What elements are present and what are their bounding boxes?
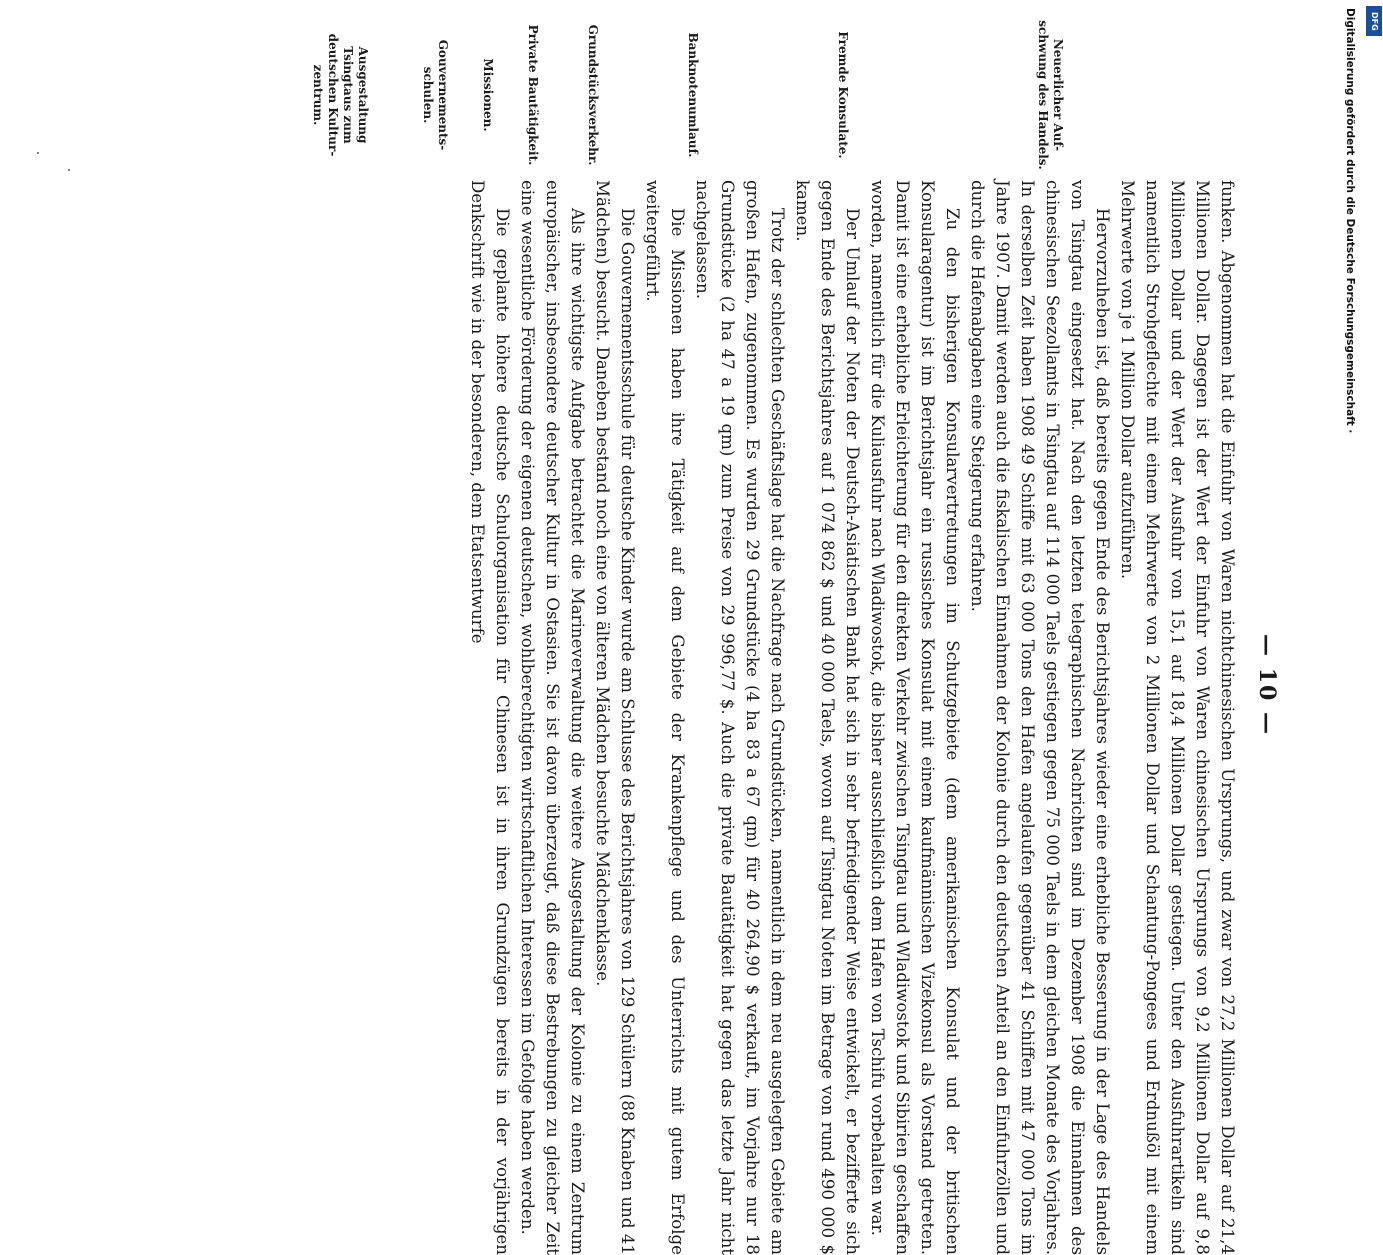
paragraph-handel: [1115, 180, 1240, 1255]
margin-note-missionen: Missionen.: [481, 58, 495, 132]
paragraph: Die Gouvernementsschule für deutsche Kinder wurde am Schlusse des Berichtsjahres von 129 Schülern (88 Knaben und 41 Mädchen) besucht. Daneben bestand noch eine von älteren Mädchen besuchte Mädchenklasse.: [593, 180, 637, 1255]
margin-note-aufschwung: Neuerlicher Auf-schwung des Handels.: [1036, 20, 1065, 170]
margin-note-bautaetigkeit: Private Bautätigkeit.: [526, 24, 540, 166]
margin-note-banknoten: Banknotenumlauf.: [686, 32, 700, 158]
paragraph: funken. Abgenommen hat die Einfuhr von Waren nichtchinesischen Ursprungs, und zwar von 27,2 Millionen Dollar auf 21,4 Millionen Dollar. Dagegen ist der Wert der Einfuhr von Waren chinesischen Ursprungs von 9,2 Millionen Dollar auf 9,8 Millionen Dollar und der Wert der Ausfuhr von 15,1 auf 18,4 Millionen Dollar gestiegen. Unter den Ausfuhrartikeln sind namentlich Strohgeflechte mit einem Mehrwerte von 2 Millionen Dollar und Schantung-Pongees und Erdnußöl mit einem Mehrwerte von je 1 Million Dollar aufzuführen.: [1118, 180, 1237, 1255]
paragraph: Hervorzuheben ist, daß bereits gegen Ende des Berichtsjahres wieder eine erhebliche Besserung in der Lage des Handels von Tsingtau eingesetzt hat. Nach den letzten telegraphischen Nachrichten sind im Dezember 1908 die Einnahmen des chinesischen Seezollamts in Tsingtau auf 114 000 Taels gestiegen gegen 75 000 Taels in dem gleichen Monate des Vorjahres. In derselben Zeit haben 1908 49 Schiffe mit 63 000 Tons den Hafen angelaufen gegenüber 41 Schiffen mit 47 000 Tons im Jahre 1907. Damit werden auch die fiskalischen Einnahmen der Kolonie durch den deutschen Anteil an den Einfuhrzöllen und durch die Hafenabgaben eine Steigerung erfahren.: [968, 180, 1112, 1255]
margin-note-ausgestaltung: Ausgestaltung Tsingtaus zum deutschen Kultur-zentrum.: [311, 33, 370, 157]
digitization-credit: Digitalisierung gefördert durch die Deutsche Forschungsgemeinschaft ·: [1344, 8, 1356, 434]
paragraph-missionen: [640, 180, 690, 1255]
paragraph-banknoten: [790, 180, 865, 1255]
paragraph: Trotz der schlechten Geschäftslage hat die Nachfrage nach Grundstücken, namentlich in dem neu ausgelegten Gebiete am großen Hafen, zugenommen. Es wurden 29 Grundstücke (4 ha 83 a 67 qm) für 40 264,90 $ verkauft, im Vorjahre nur 18 Grundstücke (2 ha 47 a 19 qm) zum Preise von 29 996,77 $. Auch die private Bautätigkeit hat gegen das letzte Jahr nicht nachgelassen.: [693, 180, 787, 1255]
paragraph: Die Missionen haben ihre Tätigkeit auf dem Gebiete der Krankenpflege und des Unterrichts mit gutem Erfolge weitergeführt.: [643, 180, 687, 1255]
paragraph-kultur: [515, 180, 590, 1255]
paragraph-grundstueck: [690, 180, 790, 1255]
margin-note-schulen: Gouvernements-schulen.: [421, 39, 450, 151]
margin-note-konsulate: Fremde Konsulate.: [836, 31, 850, 159]
scan-speck: [68, 169, 70, 171]
paragraph-aufschwung: [965, 180, 1115, 1255]
paragraph: Als ihre wichtigste Aufgabe betrachtet die Marineverwaltung die weitere Ausgestaltung der Kolonie zu einem Zentrum europäischer, insbesondere deutscher Kultur in Ostasien. Sie ist davon überzeugt, daß diese Bestrebungen zu gleicher Zeit eine wesentliche Förderung der eigenen deutschen, wohlberechtigten wirtschaftlichen Interessen im Gefolge haben werden.: [518, 180, 587, 1255]
paragraph: Der Umlauf der Noten der Deutsch-Asiatischen Bank hat sich in sehr befriedigender Weise entwickelt, er bezifferte sich gegen Ende des Berichtsjahres auf 1 074 862 $ und 40 000 Taels, wovon auf Tsingtau Noten im Betrage von rund 490 000 $ kamen.: [793, 180, 862, 1255]
paragraph: Zu den bisherigen Konsularvertretungen im Schutzgebiete (dem amerikanischen Konsulat und der britischen Konsularagentur) ist im Berichtsjahr ein russisches Konsulat mit einem kaufmännischen Vizekonsul als Vorstand getreten. Damit ist eine erhebliche Erleichterung für den direkten Verkehr zwischen Tsingtau und Wladiwostok und Sibirien geschaffen worden, namentlich für die Kuliausfuhr nach Wladiwostok, die bisher ausschließlich dem Hafen von Tschifu vorbehalten war.: [868, 180, 962, 1255]
paragraph: Die geplante höhere deutsche Schulorganisation für Chinesen ist in ihren Grundzügen bereits in der vorjährigen Denkschrift wie in der besonderen, dem Etatsentwurfe: [468, 180, 512, 1255]
body-text: [465, 180, 1240, 1255]
page-number: — 10 —: [1254, 634, 1280, 736]
margin-note-grundstueck: Grundstücksverkehr.: [586, 24, 600, 166]
scan-speck: [37, 152, 39, 154]
dfg-logo: DFG: [1366, 6, 1382, 36]
paragraph-schulen: [590, 180, 640, 1255]
document-page: [150, 20, 1280, 1255]
paragraph-konsulate: [865, 180, 965, 1255]
paragraph-schulorganisation: [465, 180, 515, 1255]
